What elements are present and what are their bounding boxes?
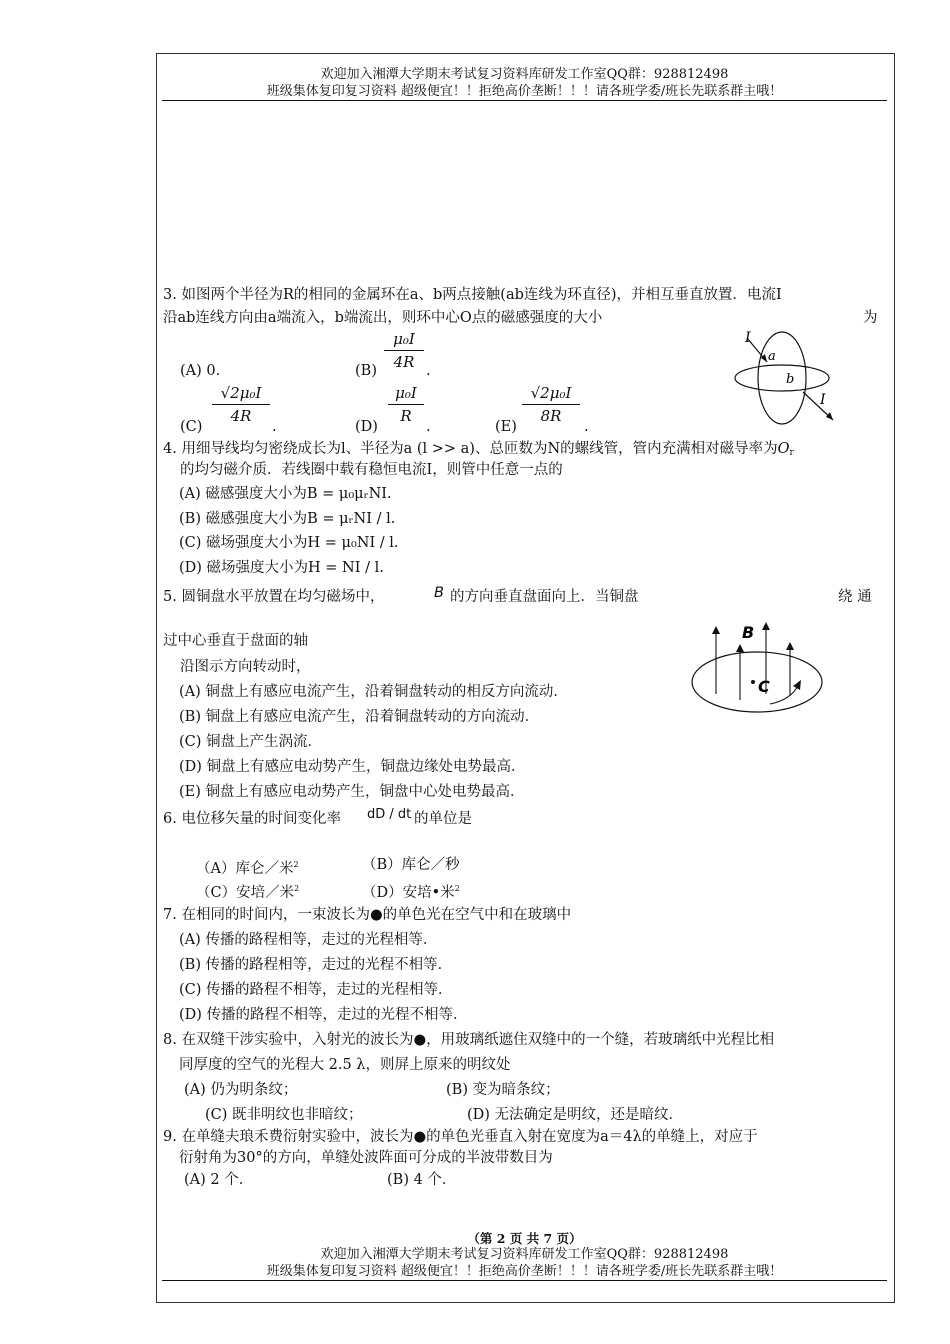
q5-B-symbol: B xyxy=(434,585,444,601)
footer-rule xyxy=(162,1280,887,1281)
header-rule xyxy=(162,100,887,101)
q3-c-dot: . xyxy=(272,419,277,435)
fig-label-b: b xyxy=(786,372,795,387)
q3-option-d-fraction xyxy=(388,384,424,425)
current-out-arrow-icon xyxy=(826,412,833,420)
q6-option-a-text: （A）库仑／米 xyxy=(196,860,294,877)
q9-line-1: 9. 在单缝夫琅禾费衍射实验中，波长为●的单色光垂直入射在宽度为a＝4λ的单缝上，对应于 xyxy=(163,1129,758,1145)
q4-line-1-text: 4. 用细导线均匀密绕成长为l、半径为a (l >> a)、总匝数为N的螺线管，管内充满相对磁导率为 xyxy=(163,441,778,457)
disc-center-dot xyxy=(751,680,755,684)
q5-line-1b: 的方向垂直盘面向上．当铜盘 xyxy=(450,589,639,605)
q8-option-b: (B) 变为暗条纹； xyxy=(446,1082,560,1098)
q3-d-numerator: μ₀I xyxy=(388,384,424,405)
q3-option-b-label: (B) xyxy=(355,363,377,379)
q9-line-2: 衍射角为30°的方向，单缝处波阵面可分成的半波带数目为 xyxy=(179,1150,553,1166)
q5-option-e: (E) 铜盘上有感应电动势产生，铜盘中心处电势最高． xyxy=(179,784,525,800)
q3-line-2-end: 为 xyxy=(863,310,878,326)
q5-line-1c: 绕 通 xyxy=(838,589,872,605)
b-arrow-2-icon xyxy=(736,644,744,652)
q6-option-d-exp: 2 xyxy=(454,884,460,893)
q3-rings-figure xyxy=(725,326,840,436)
q3-option-b-fraction xyxy=(384,330,424,371)
q3-b-dot: . xyxy=(426,363,431,379)
q5-option-b: (B) 铜盘上有感应电流产生，沿着铜盘转动的方向流动． xyxy=(179,709,540,725)
q6-option-c xyxy=(196,880,299,902)
q6-line-1a: 6. 电位移矢量的时间变化率 xyxy=(163,811,341,827)
q4-option-c: (C) 磁场强度大小为H = μ₀NI / l. xyxy=(179,535,399,551)
q3-d-dot: . xyxy=(426,419,431,435)
b-arrow-1-icon xyxy=(712,626,720,634)
q3-e-numerator: √2μ₀I xyxy=(522,384,580,405)
fig-label-I-top: I xyxy=(745,330,751,346)
q3-line-2: 沿ab连线方向由a端流入，b端流出，则环中心O点的磁感强度的大小 xyxy=(163,310,603,326)
q3-option-e-fraction xyxy=(522,384,580,425)
q7-option-b: (B) 传播的路程相等，走过的光程不相等． xyxy=(179,957,453,973)
q6-option-b: （B）库仑／秒 xyxy=(362,857,460,873)
q3-c-denominator: 4R xyxy=(230,407,252,425)
q7-line-1: 7. 在相同的时间内，一束波长为●的单色光在空气中和在玻璃中 xyxy=(163,907,572,923)
q3-option-a: (A) 0. xyxy=(180,363,221,379)
q8-option-d: (D) 无法确定是明纹，还是暗纹． xyxy=(467,1107,684,1123)
q6-option-c-exp: 2 xyxy=(294,884,300,893)
q4-option-a: (A) 磁感强度大小为B = μ₀μᵣNI. xyxy=(179,486,392,502)
q7-option-a: (A) 传播的路程相等，走过的光程相等． xyxy=(179,932,438,948)
q3-option-c-fraction xyxy=(212,384,270,425)
q9-option-a: (A) 2 个． xyxy=(184,1172,254,1188)
fig-label-I-bottom: I xyxy=(820,392,826,408)
q6-expression: dD / dt xyxy=(367,807,412,822)
q5-line-3: 沿图示方向转动时， xyxy=(180,659,311,675)
q5-option-c: (C) 铜盘上产生涡流． xyxy=(179,734,323,750)
q3-d-denominator: R xyxy=(400,407,412,425)
q4-mu-sub: r xyxy=(789,448,794,458)
fig-label-B: B xyxy=(742,623,755,642)
q3-line-1: 3. 如图两个半径为R的相同的金属环在a、b两点接触(ab连线为环直径)，并相互垂直放置．电流I xyxy=(163,287,782,303)
q3-option-e-label: (E) xyxy=(495,419,517,435)
q6-line-1b: 的单位是 xyxy=(414,811,472,827)
fig-label-C: C xyxy=(758,677,770,696)
q6-option-a-exp: 2 xyxy=(293,860,299,869)
b-arrow-4-icon xyxy=(786,642,794,650)
q4-option-d: (D) 磁场强度大小为H = NI / l. xyxy=(179,560,384,576)
q5-line-2: 过中心垂直于盘面的轴 xyxy=(163,633,308,649)
q9-option-b: (B) 4 个． xyxy=(387,1172,457,1188)
q3-e-denominator: 8R xyxy=(540,407,562,425)
horizontal-ring xyxy=(735,365,829,391)
q3-e-dot: . xyxy=(584,419,589,435)
q3-b-numerator: μ₀I xyxy=(384,330,424,351)
q3-b-denominator: 4R xyxy=(393,353,415,371)
q4-line-2: 的均匀磁介质．若线圈中载有稳恒电流I，则管中任意一点的 xyxy=(180,462,563,478)
q5-option-a: (A) 铜盘上有感应电流产生，沿着铜盘转动的相反方向流动． xyxy=(179,684,568,700)
header-line-1: 欢迎加入湘潭大学期末考试复习资料库研发工作室QQ群：928812498 xyxy=(320,67,729,82)
footer-line-1: 欢迎加入湘潭大学期末考试复习资料库研发工作室QQ群：928812498 xyxy=(320,1247,729,1262)
q3-option-c-label: (C) xyxy=(180,419,203,435)
page-number: （第 2 页 共 7 页） xyxy=(467,1231,582,1246)
q4-line-1 xyxy=(163,440,794,462)
q3-c-numerator: √2μ₀I xyxy=(212,384,270,405)
q5-line-1a: 5. 圆铜盘水平放置在均匀磁场中， xyxy=(163,589,385,605)
q6-option-c-text: （C）安培／米 xyxy=(196,884,295,901)
q3-option-d-label: (D) xyxy=(355,419,378,435)
header-line-2: 班级集体复印复习资料 超级便宜！！拒绝高价垄断！！！请各班学委/班长先联系群主哦！ xyxy=(266,84,783,99)
q8-option-c: (C) 既非明纹也非暗纹； xyxy=(205,1107,363,1123)
q8-line-1: 8. 在双缝干涉实验中，入射光的波长为●，用玻璃纸遮住双缝中的一个缝，若玻璃纸中光程比相 xyxy=(163,1032,775,1048)
q4-mu-symbol: Ο xyxy=(777,441,790,457)
q6-option-a xyxy=(196,856,299,878)
footer-line-2: 班级集体复印复习资料 超级便宜！！拒绝高价垄断！！！请各班学委/班长先联系群主哦！ xyxy=(266,1264,783,1279)
q8-option-a: (A) 仍为明条纹； xyxy=(184,1082,298,1098)
vertical-ring xyxy=(758,332,806,424)
copper-disc xyxy=(692,652,822,712)
fig-label-a: a xyxy=(768,349,776,364)
q5-disc-figure xyxy=(686,620,828,720)
q5-option-d: (D) 铜盘上有感应电动势产生，铜盘边缘处电势最高． xyxy=(179,759,526,775)
rotation-arc xyxy=(770,686,798,704)
b-arrow-3-icon xyxy=(762,622,770,630)
q7-option-d: (D) 传播的路程不相等，走过的光程不相等． xyxy=(179,1007,468,1023)
q8-line-2: 同厚度的空气的光程大 2.5 λ，则屏上原来的明纹处 xyxy=(179,1057,511,1073)
q7-option-c: (C) 传播的路程不相等，走过的光程相等． xyxy=(179,982,453,998)
q6-option-d-text: （D）安培•米 xyxy=(362,884,455,901)
q4-option-b: (B) 磁感强度大小为B = μᵣNI / l. xyxy=(179,511,396,527)
q6-option-d xyxy=(362,880,460,902)
